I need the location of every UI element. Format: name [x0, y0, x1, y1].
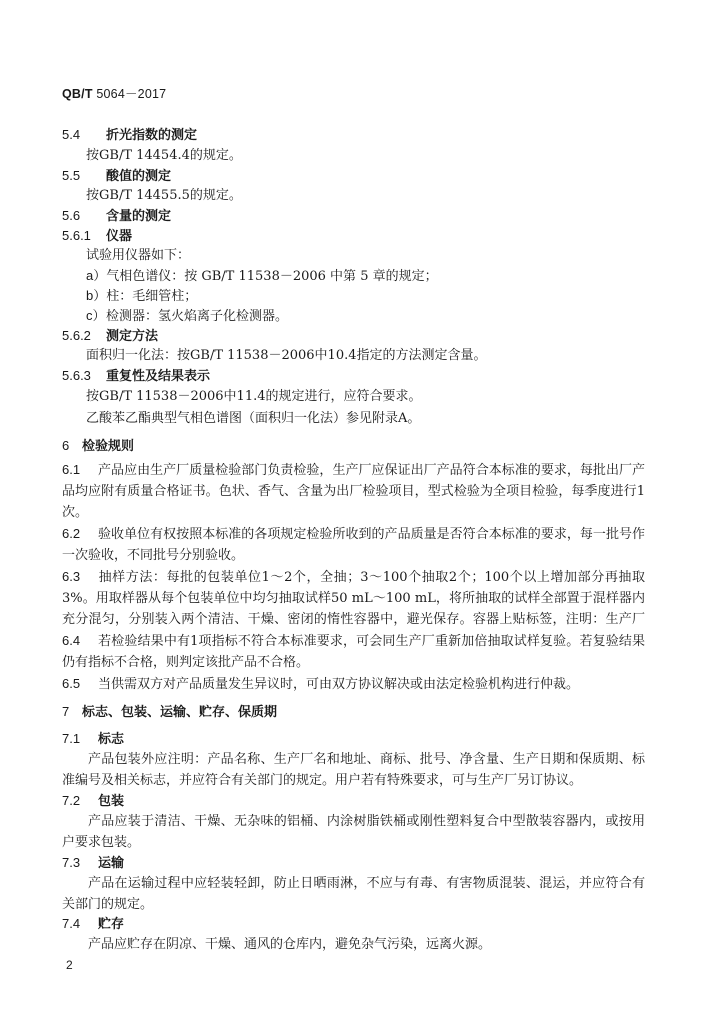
section-title: 仪器 — [106, 229, 133, 244]
section-number: 7 — [62, 704, 70, 719]
section-6-3 — [62, 566, 645, 629]
page-header — [62, 84, 166, 102]
section-7-4-heading — [62, 914, 645, 935]
section-6-1 — [62, 459, 645, 522]
section-7-4-body: 产品应贮存在阴凉、干燥、通风的仓库内，避免杂气污染，远离火源。 — [88, 937, 492, 952]
section-5-5-body: 按GB/T 14455.5的规定。 — [86, 188, 242, 203]
section-5-6-heading — [62, 206, 645, 227]
section-number: 7.3 — [62, 855, 81, 870]
list-marker: c） — [86, 308, 106, 323]
section-7-heading — [62, 702, 645, 723]
section-7-2-body: 产品应装于清洁、干燥、无杂味的铝桶、内涂树脂铁桶或刚性塑料复合中型散装容器内，或按用户要求包装。 — [62, 814, 645, 850]
section-6-heading — [62, 436, 645, 457]
section-7-2-heading — [62, 791, 645, 812]
section-title: 检验规则 — [82, 439, 135, 454]
section-7-3-body: 产品在运输过程中应轻装轻卸，防止日晒雨淋，不应与有毒、有害物质混装、混运，并应符合有关部门的规定。 — [62, 876, 645, 912]
section-number: 5.5 — [62, 168, 81, 183]
list-item — [86, 306, 645, 327]
list-item-text: 检测器：氢火焰离子化检测器。 — [106, 309, 289, 324]
section-number: 5.6.3 — [62, 368, 91, 383]
section-text: 产品应由生产厂质量检验部门负责检验，生产厂应保证出厂产品符合本标准的要求，每批出厂产品均应附有质量合格证书。色状、香气、含量为出厂检验项目，型式检验为全项目检验，每季度进行1次。 — [62, 463, 645, 520]
section-number: 5.4 — [62, 127, 81, 142]
section-6-2 — [62, 523, 645, 565]
section-title: 包装 — [98, 794, 125, 809]
list-item-text: 柱：毛细管柱； — [106, 289, 198, 304]
section-5-4-body: 按GB/T 14454.4的规定。 — [86, 148, 242, 163]
section-number: 5.6.2 — [62, 328, 91, 343]
section-number: 7.1 — [62, 731, 81, 746]
page-number: 2 — [66, 958, 73, 972]
section-5-6-2-heading — [62, 326, 645, 347]
section-number: 5.6.1 — [62, 228, 91, 243]
section-number: 7.2 — [62, 793, 81, 808]
section-6-5 — [62, 673, 645, 694]
section-title: 测定方法 — [106, 329, 159, 344]
section-number: 6 — [62, 438, 70, 453]
section-5-6-3-heading — [62, 366, 645, 387]
list-item — [86, 266, 645, 287]
section-7-1-body: 产品包装外应注明：产品名称、生产厂名和地址、商标、批号、净含量、生产日期和保质期、标准编号及相关标志，并应符合有关部门的规定。用户若有特殊要求，可与生产厂另订协议。 — [62, 752, 645, 788]
section-5-6-1-heading — [62, 226, 645, 247]
section-7-3-heading — [62, 853, 645, 874]
section-number: 6.2 — [62, 526, 81, 541]
section-title: 酸值的测定 — [106, 169, 172, 184]
list-item-text: 气相色谱仪：按 GB/T 11538－2006 中第 5 章的规定； — [106, 269, 438, 284]
section-title: 含量的测定 — [106, 209, 172, 224]
list-item — [86, 286, 645, 307]
section-text: 当供需双方对产品质量发生异议时，可由双方协议解决或由法定检验机构进行仲裁。 — [98, 677, 580, 692]
section-7-1-heading — [62, 729, 645, 750]
list-marker: a） — [86, 268, 107, 283]
section-title: 标志、包装、运输、贮存、保质期 — [82, 705, 278, 720]
section-5-6-1-intro: 试验用仪器如下： — [86, 248, 191, 263]
section-number: 6.5 — [62, 676, 81, 691]
section-number: 5.6 — [62, 208, 81, 223]
section-5-5-heading — [62, 166, 645, 187]
section-title: 标志 — [98, 732, 125, 747]
section-number: 6.3 — [62, 569, 81, 584]
section-number: 7.4 — [62, 916, 81, 931]
standard-prefix: QB/T — [62, 87, 93, 101]
section-5-6-2-body: 面积归一化法：按GB/T 11538－2006中10.4指定的方法测定含量。 — [86, 348, 487, 363]
section-title: 运输 — [98, 856, 125, 871]
section-6-4 — [62, 630, 645, 672]
section-number: 6.1 — [62, 462, 81, 477]
section-title: 折光指数的测定 — [106, 128, 198, 143]
list-marker: b） — [86, 288, 107, 303]
section-title: 重复性及结果表示 — [106, 369, 211, 384]
standard-code: 5064－2017 — [96, 87, 167, 101]
section-5-4-heading — [62, 125, 645, 146]
section-text: 验收单位有权按照本标准的各项规定检验所收到的产品质量是否符合本标准的要求，每一批号作一次验收，不同批号分别验收。 — [62, 527, 645, 563]
section-number: 6.4 — [62, 633, 81, 648]
section-text: 若检验结果中有1项指标不符合本标准要求，可会同生产厂重新加倍抽取试样复验。若复验结果仍有指标不合格，则判定该批产品不合格。 — [62, 634, 645, 670]
section-text: 抽样方法：每批的包装单位1～2个，全抽；3～100个抽取2个；100个以上增加部分再抽取3%。用取样器从每个包装单位中均匀抽取试样50 mL～100 mL，将所抽取的试样全部置于混样器内充分混匀，分别装入两个清洁、干燥、密闭的惰性容器中，避光保存。容器上贴标签，注明：生产厂 — [62, 570, 645, 627]
section-5-6-3-body-1: 按GB/T 11538－2006中11.4的规定进行，应符合要求。 — [86, 389, 422, 404]
section-5-6-3-body-2: 乙酸苯乙酯典型气相色谱图（面积归一化法）参见附录A。 — [86, 411, 421, 426]
section-title: 贮存 — [98, 917, 125, 932]
